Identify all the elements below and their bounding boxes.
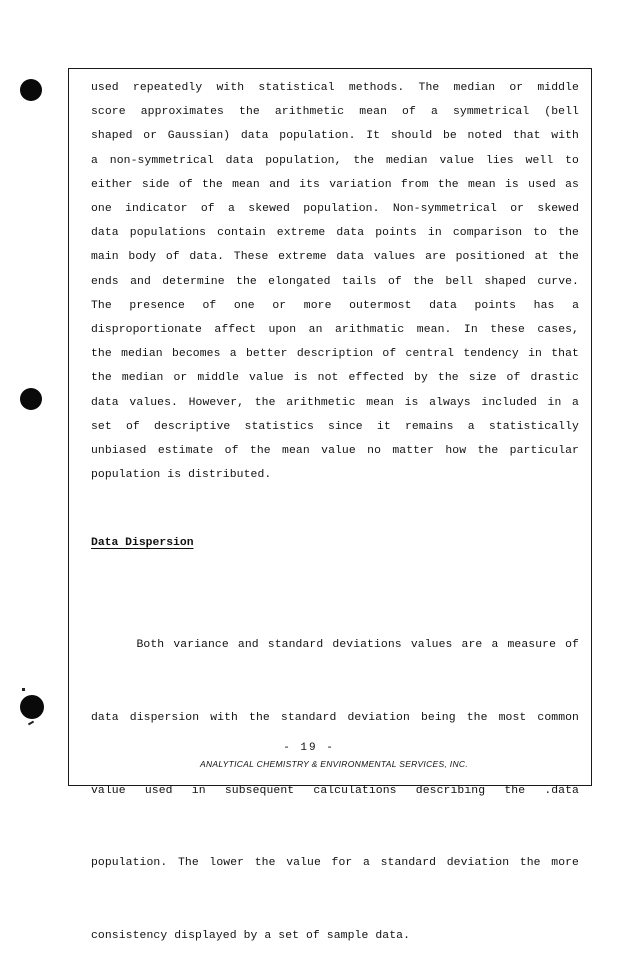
text-line: population. The lower the value for a standard deviation the more <box>91 857 579 870</box>
text-line: value used in subsequent calculations describing the .data <box>91 784 579 797</box>
text-line: main body of data. These extreme data values are positioned at the <box>91 251 579 264</box>
scan-speck <box>28 721 34 726</box>
text-line: data populations contain extreme data points in comparison to the <box>91 227 579 240</box>
punch-hole-middle <box>20 388 42 410</box>
text-line: a non-symmetrical data population, the median value lies well to <box>91 154 579 167</box>
text-line: the median becomes a better description of central tendency in that <box>91 348 579 361</box>
punch-hole-bottom <box>20 695 44 719</box>
text-line: data dispersion with the standard deviation being the most common <box>91 712 579 725</box>
text-line: used repeatedly with statistical methods. The median or middle <box>91 82 579 94</box>
text-line: shaped or Gaussian) data population. It should be noted that with <box>91 130 579 143</box>
text-line: one indicator of a skewed population. Non-symmetrical or skewed <box>91 203 579 216</box>
scan-speck <box>22 688 25 691</box>
text-line: consistency displayed by a set of sample data. <box>91 929 411 942</box>
text-line: ends and determine the elongated tails of the bell shaped curve. <box>91 275 579 288</box>
text-line: the median or middle value is not effected by the size of drastic <box>91 372 579 385</box>
text-line: unbiased estimate of the mean value no matter how the particular <box>91 445 579 458</box>
paragraph-data-dispersion <box>91 585 579 972</box>
text-line: data values. However, the arithmetic mean is always included in a <box>91 396 579 409</box>
text-line: score approximates the arithmetic mean of a symmetrical (bell <box>91 106 579 119</box>
text-line: set of descriptive statistics since it remains a statistically <box>91 420 579 433</box>
company-footer: ANALYTICAL CHEMISTRY & ENVIRONMENTAL SERVICES, INC. <box>199 759 468 769</box>
punch-hole-top <box>20 79 42 101</box>
text-line: either side of the mean and its variation from the mean is used as <box>91 178 579 191</box>
page-number: - 19 - <box>283 742 335 754</box>
text-line: disproportionate affect upon an arithmatic mean. In these cases, <box>91 324 579 337</box>
paragraph-central-tendency <box>91 76 579 487</box>
text-line: population is distributed. <box>91 469 272 482</box>
section-heading: Data Dispersion <box>91 537 194 549</box>
text-line: Both variance and standard deviations values are a measure of <box>91 639 579 652</box>
text-line: The presence of one or more outermost data points has a <box>91 299 579 312</box>
